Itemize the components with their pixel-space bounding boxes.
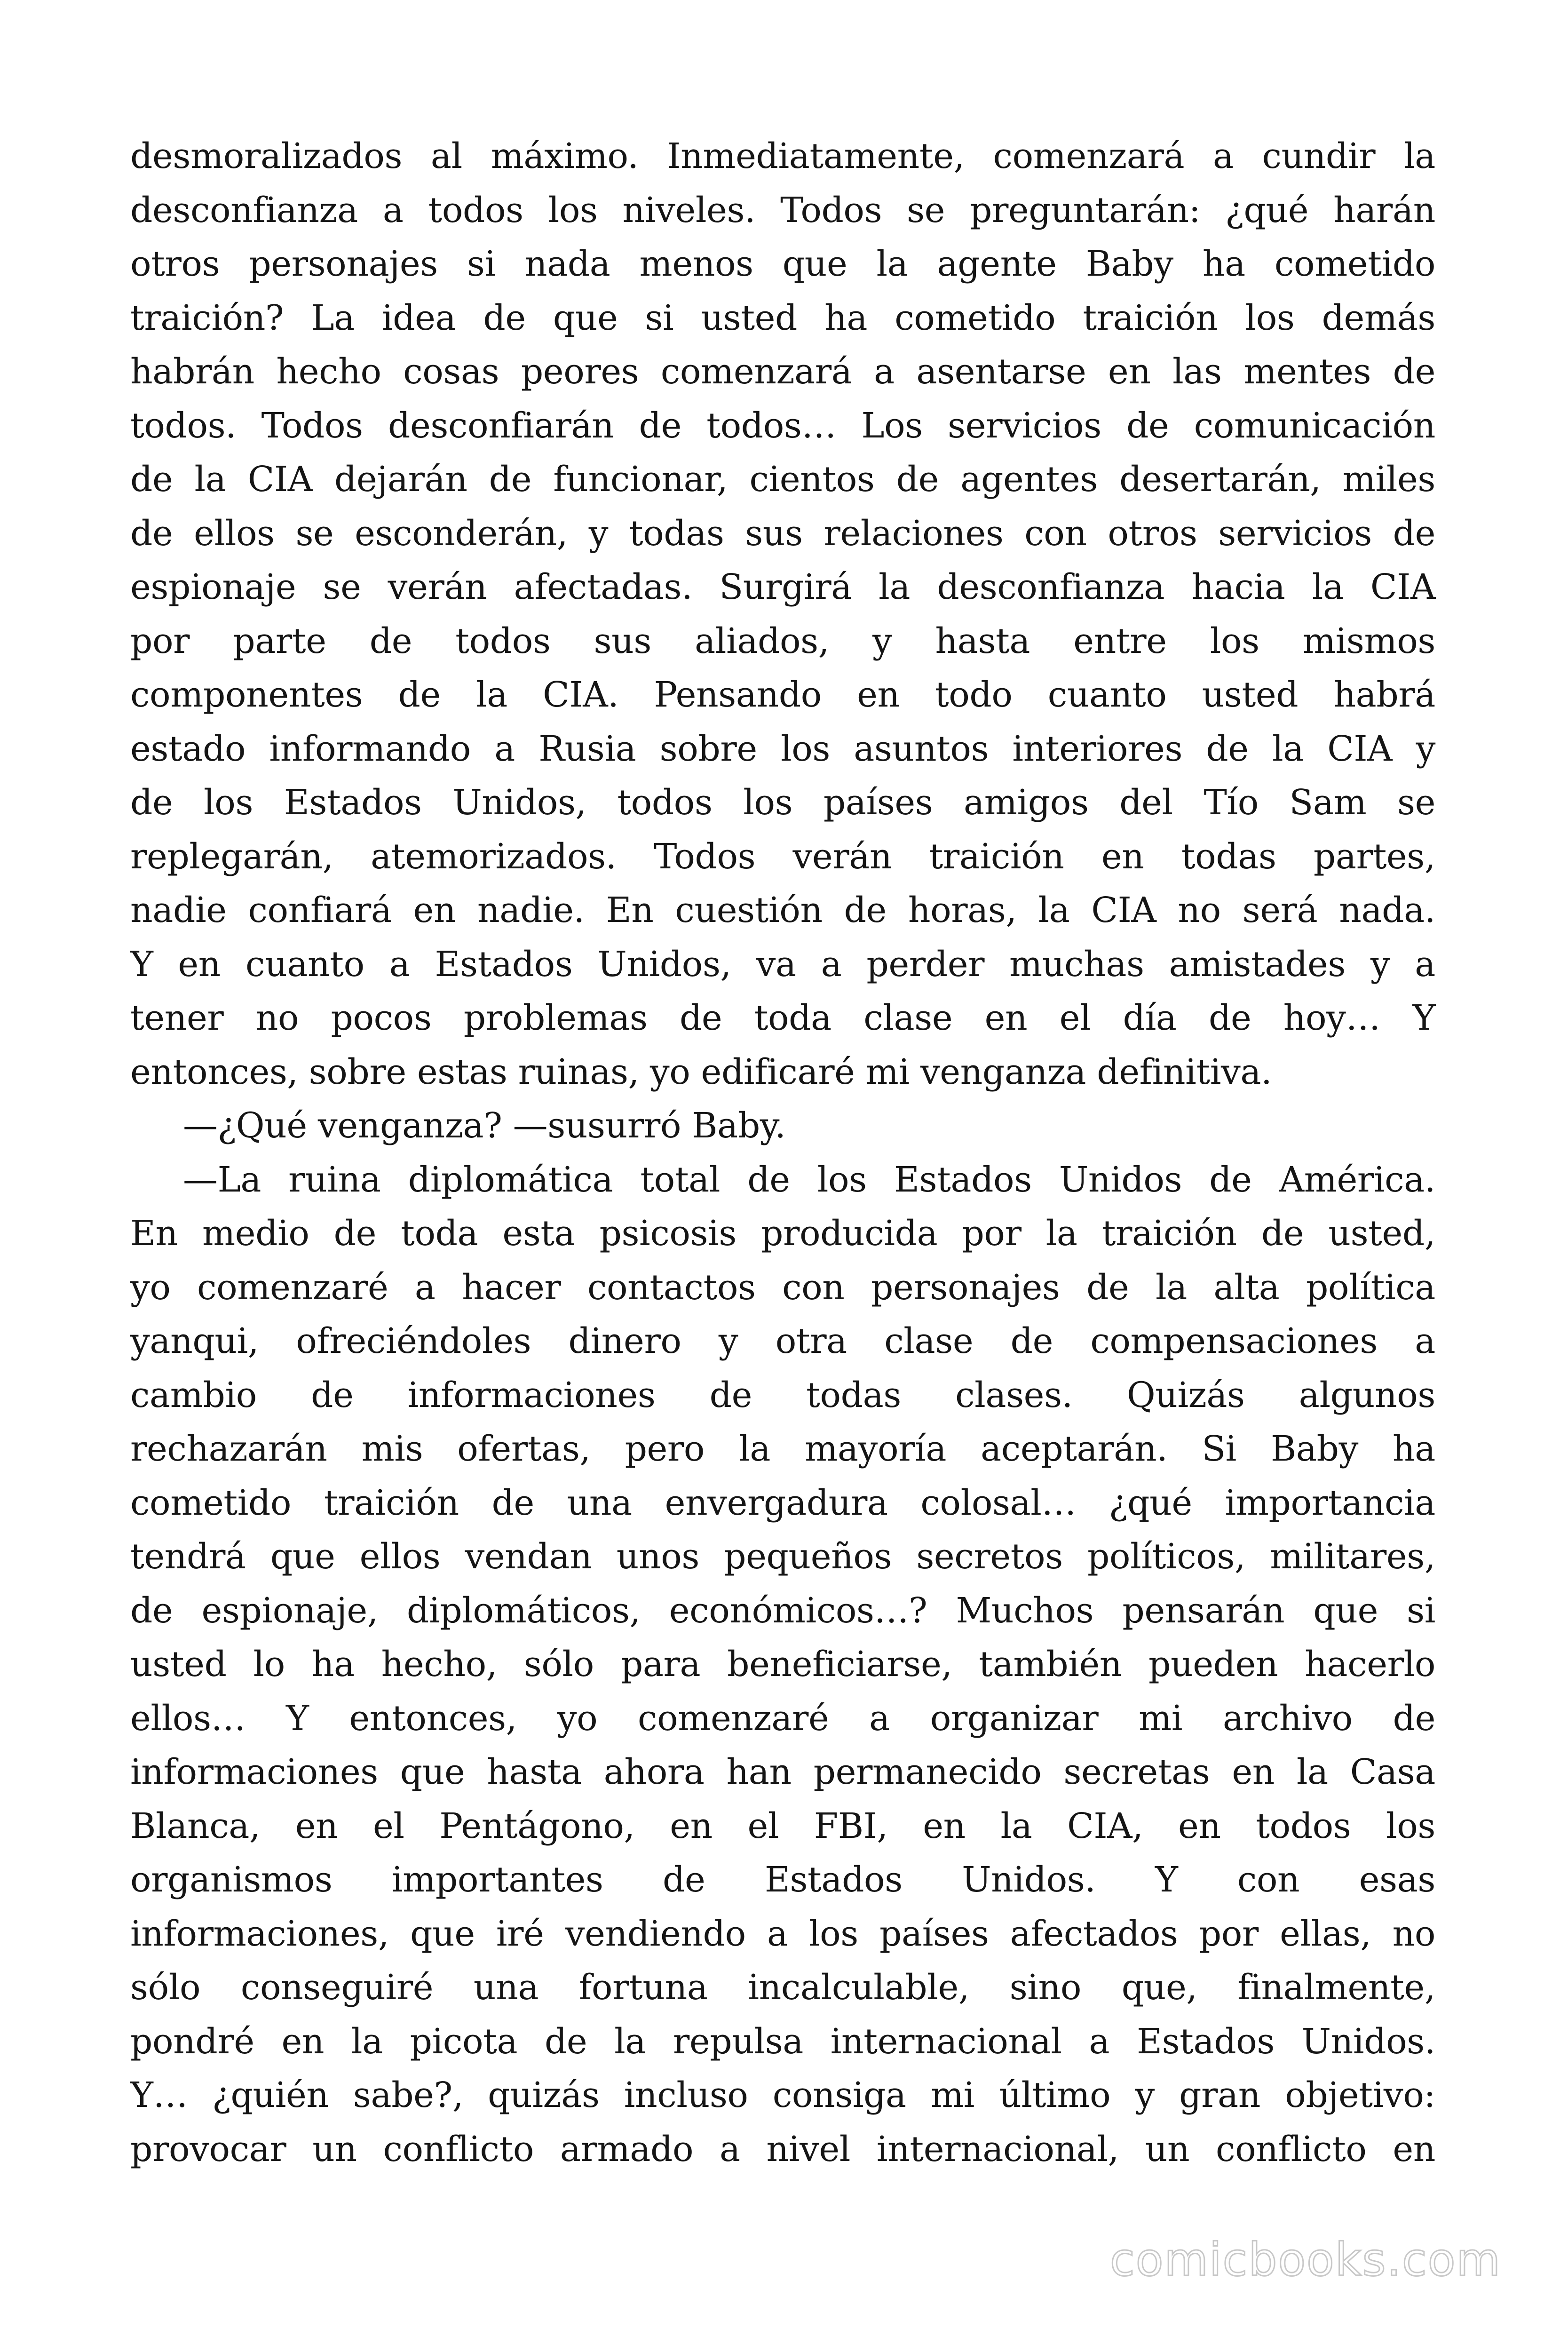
text-line: de la CIA dejarán de funcionar, cientos de agentes desertarán, miles bbox=[130, 459, 1435, 500]
book-page-text bbox=[130, 129, 1435, 2176]
text-line: En medio de toda esta psicosis producida por la traición de usted, bbox=[130, 1213, 1435, 1254]
text-line: tendrá que ellos vendan unos pequeños secretos políticos, militares, bbox=[130, 1536, 1435, 1577]
text-line: yo comenzaré a hacer contactos con personajes de la alta política bbox=[130, 1267, 1435, 1308]
text-line: por parte de todos sus aliados, y hasta entre los mismos bbox=[130, 620, 1435, 661]
text-line: estado informando a Rusia sobre los asuntos interiores de la CIA y bbox=[130, 728, 1435, 769]
text-line: de los Estados Unidos, todos los países amigos del Tío Sam se bbox=[130, 782, 1435, 823]
text-line: desmoralizados al máximo. Inmediatamente, comenzará a cundir la bbox=[130, 136, 1435, 176]
text-line: Y en cuanto a Estados Unidos, va a perder muchas amistades y a bbox=[130, 944, 1435, 985]
text-line: rechazarán mis ofertas, pero la mayoría aceptarán. Si Baby ha bbox=[130, 1429, 1435, 1469]
text-line: habrán hecho cosas peores comenzará a asentarse en las mentes de bbox=[130, 351, 1435, 392]
text-line: espionaje se verán afectadas. Surgirá la desconfianza hacia la CIA bbox=[130, 567, 1435, 607]
text-line: de espionaje, diplomáticos, económicos…? Muchos pensarán que si bbox=[130, 1590, 1435, 1631]
text-line: ellos… Y entonces, yo comenzaré a organizar mi archivo de bbox=[130, 1698, 1435, 1739]
text-line: entonces, sobre estas ruinas, yo edificaré mi venganza definitiva. bbox=[130, 1051, 1272, 1092]
text-line: traición? La idea de que si usted ha cometido traición los demás bbox=[130, 297, 1435, 338]
text-line: informaciones, que iré vendiendo a los países afectados por ellas, no bbox=[130, 1913, 1435, 1954]
text-line: —La ruina diplomática total de los Estados Unidos de América. bbox=[183, 1159, 1435, 1200]
text-line: provocar un conflicto armado a nivel internacional, un conflicto en bbox=[130, 2129, 1435, 2169]
text-line: otros personajes si nada menos que la agente Baby ha cometido bbox=[130, 244, 1435, 284]
text-line: componentes de la CIA. Pensando en todo cuanto usted habrá bbox=[130, 675, 1435, 715]
text-line: desconfianza a todos los niveles. Todos se preguntarán: ¿qué harán bbox=[130, 190, 1435, 230]
watermark-text: comicbooks.com bbox=[1109, 2233, 1501, 2286]
text-line: pondré en la picota de la repulsa internacional a Estados Unidos. bbox=[130, 2021, 1435, 2062]
text-line: cambio de informaciones de todas clases. Quizás algunos bbox=[130, 1375, 1435, 1415]
text-line: Blanca, en el Pentágono, en el FBI, en la CIA, en todos los bbox=[130, 1805, 1435, 1846]
text-line: usted lo ha hecho, sólo para beneficiarse, también pueden hacerlo bbox=[130, 1644, 1435, 1685]
text-line: Y… ¿quién sabe?, quizás incluso consiga mi último y gran objetivo: bbox=[130, 2075, 1435, 2115]
text-line: sólo conseguiré una fortuna incalculable, sino que, finalmente, bbox=[130, 1967, 1435, 2008]
text-line: todos. Todos desconfiarán de todos… Los servicios de comunicación bbox=[130, 405, 1435, 446]
text-line: replegarán, atemorizados. Todos verán traición en todas partes, bbox=[130, 836, 1435, 877]
text-line: organismos importantes de Estados Unidos. Y con esas bbox=[130, 1859, 1435, 1900]
text-line: nadie confiará en nadie. En cuestión de horas, la CIA no será nada. bbox=[130, 890, 1435, 930]
text-line: yanqui, ofreciéndoles dinero y otra clase de compensaciones a bbox=[130, 1321, 1435, 1361]
text-line: cometido traición de una envergadura colosal… ¿qué importancia bbox=[130, 1482, 1435, 1523]
text-line: tener no pocos problemas de toda clase en el día de hoy… Y bbox=[130, 998, 1435, 1038]
text-line: —¿Qué venganza? —susurró Baby. bbox=[183, 1105, 786, 1146]
text-line: informaciones que hasta ahora han permanecido secretas en la Casa bbox=[130, 1752, 1435, 1792]
text-line: de ellos se esconderán, y todas sus relaciones con otros servicios de bbox=[130, 513, 1435, 554]
